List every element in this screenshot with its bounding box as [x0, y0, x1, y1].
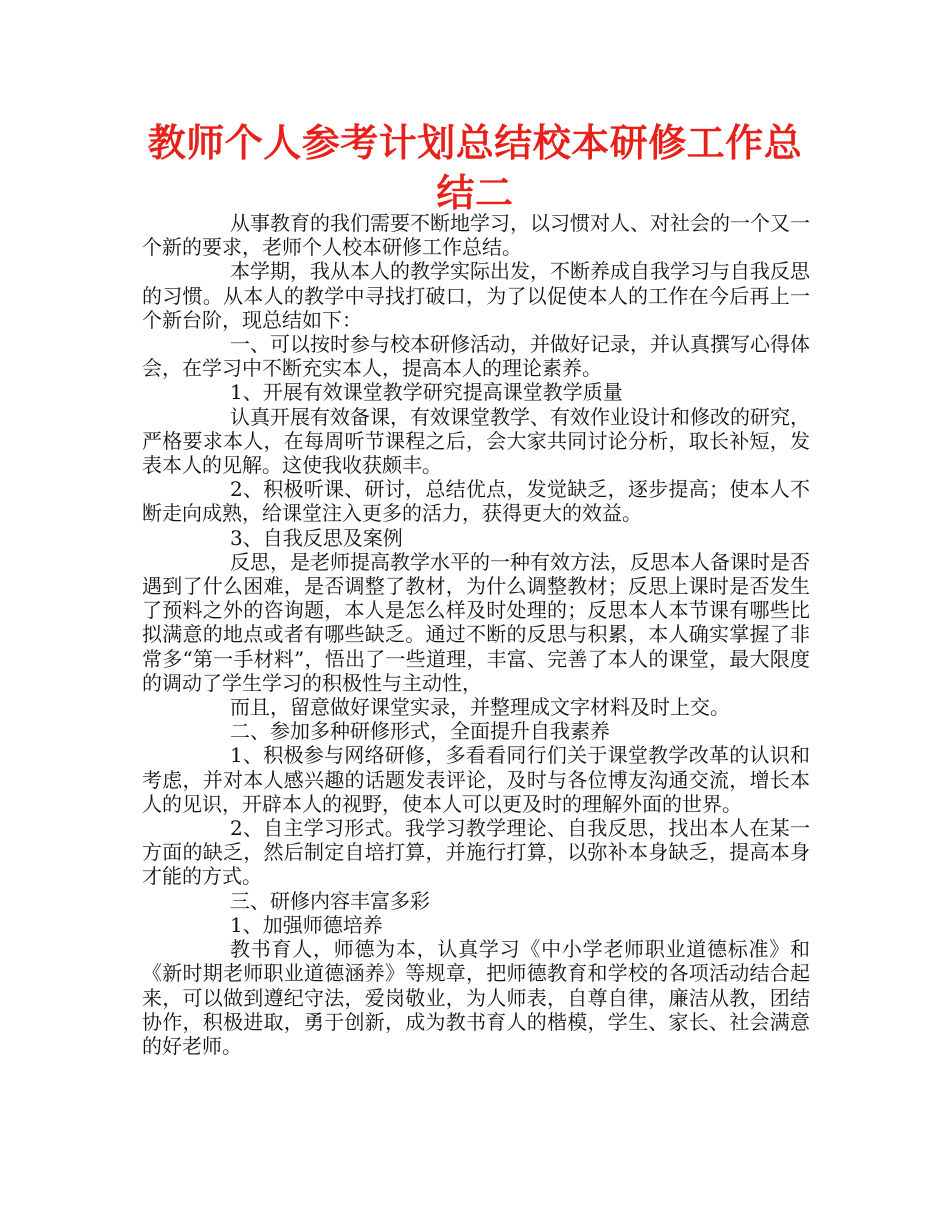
section-heading: 3、自我反思及案例: [230, 525, 403, 550]
document-body: [142, 211, 810, 1058]
paragraph: 教书育人，师德为本，认真学习《中小学老师职业道德标准》和《新时期老师职业道德涵养》等规章，把师德教育和学校的各项活动结合起来，可以做到遵纪守法，爱岗敬业，为人师表，自尊自律，廉洁从教，团结协作，积极进取，勇于创新，成为教书育人的楷模，学生、家长、社会满意的好老师。: [142, 937, 810, 1058]
paragraph: 而且，留意做好课堂实录，并整理成文字材料及时上交。: [230, 695, 730, 720]
paragraph: 认真开展有效备课，有效课堂教学、有效作业设计和修改的研究，严格要求本人，在每周听节课程之后，会大家共同讨论分析，取长补短，发表本人的见解。这使我收获颇丰。: [142, 404, 810, 478]
section-heading: 三、研修内容丰富多彩: [230, 888, 430, 913]
paragraph: 反思，是老师提高教学水平的一种有效方法，反思本人备课时是否遇到了什么困难，是否调整了教材，为什么调整教材；反思上课时是否发生了预料之外的咨询题，本人是怎么样及时处理的；反思本人本节课有哪些比拟满意的地点或者有哪些缺乏。通过不断的反思与积累，本人确实掌握了非常多“第一手材料”，悟出了一些道理，丰富、完善了本人的课堂，最大限度的调动了学生学习的积极性与主动性，: [142, 549, 810, 695]
section-heading: 二、参加多种研修形式，全面提升自我素养: [230, 719, 610, 744]
paragraph: 从事教育的我们需要不断地学习，以习惯对人、对社会的一个又一个新的要求，老师个人校本研修工作总结。: [142, 211, 810, 260]
document-title: 教师个人参考计划总结校本研修工作总结二: [147, 121, 803, 215]
paragraph: 2、积极听课、研讨，总结优点，发觉缺乏，逐步提高；使本人不断走向成熟，给课堂注入更多的活力，获得更大的效益。: [142, 477, 810, 526]
section-heading: 1、开展有效课堂教学研究提高课堂教学质量: [230, 380, 623, 405]
paragraph: 1、积极参与网络研修，多看看同行们关于课堂教学改革的认识和考虑，并对本人感兴趣的话题发表评论，及时与各位博友沟通交流，增长本人的见识，开辟本人的视野，使本人可以更及时的理解外面的世界。: [142, 743, 810, 816]
section-heading: 1、加强师德培养: [230, 912, 383, 937]
paragraph: 本学期，我从本人的教学实际出发，不断养成自我学习与自我反思的习惯。从本人的教学中寻找打破口，为了以促使本人的工作在今后再上一个新台阶，现总结如下：: [142, 259, 810, 332]
paragraph: 一、可以按时参与校本研修活动，并做好记录，并认真撰写心得体会，在学习中不断充实本人，提高本人的理论素养。: [142, 332, 810, 381]
paragraph: 2、自主学习形式。我学习教学理论、自我反思，找出本人在某一方面的缺乏，然后制定自培打算，并施行打算，以弥补本身缺乏，提高本身才能的方式。: [142, 816, 810, 889]
